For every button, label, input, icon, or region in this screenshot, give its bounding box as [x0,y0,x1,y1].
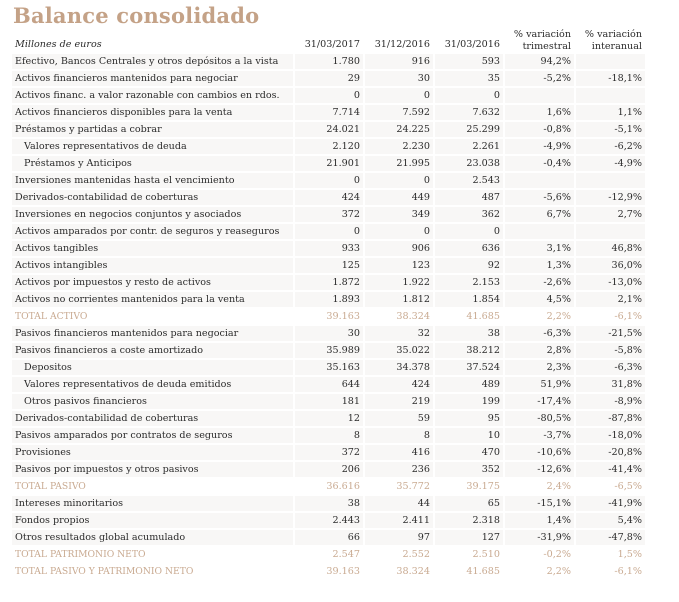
row-label: Activos financieros disponibles para la venta [12,105,293,120]
value-31-12-2016: 424 [365,377,433,392]
value-31-03-2016: 0 [435,224,503,239]
value-31-03-2016: 23.038 [435,156,503,171]
row-label: Activos financieros mantenidos para negociar [12,71,293,86]
value-31-12-2016: 449 [365,190,433,205]
row-label: Activos amparados por contr. de seguros y reaseguros [12,224,293,239]
row-label: Otros pasivos financieros [12,394,293,409]
quarterly-change: -80,5% [505,411,574,426]
yearly-change: -4,9% [576,156,645,171]
yearly-change: -20,8% [576,445,645,460]
value-31-03-2016: 2.261 [435,139,503,154]
value-31-12-2016: 0 [365,88,433,103]
table-row [12,139,645,154]
quarterly-change: -31,9% [505,530,574,545]
table-row [12,207,645,222]
table-row [12,190,645,205]
row-label: TOTAL PASIVO [12,479,293,494]
row-label: Pasivos financieros a coste amortizado [12,343,293,358]
yearly-change [576,54,645,69]
table-row [12,54,645,69]
table-header-row [12,29,645,52]
value-31-12-2016: 0 [365,173,433,188]
quarterly-change: 51,9% [505,377,574,392]
table-row [12,71,645,86]
row-label: Otros resultados global acumulado [12,530,293,545]
column-header-yearly-change [576,29,645,52]
quarterly-change [505,173,574,188]
yearly-change: 2,7% [576,207,645,222]
row-label: Préstamos y partidas a cobrar [12,122,293,137]
value-31-03-2016: 2.543 [435,173,503,188]
table-row [12,445,645,460]
value-31-12-2016: 2.552 [365,547,433,562]
quarterly-change: 4,5% [505,292,574,307]
value-31-03-2016: 38 [435,326,503,341]
value-31-12-2016: 123 [365,258,433,273]
yearly-change: 31,8% [576,377,645,392]
yearly-change: -47,8% [576,530,645,545]
quarterly-change: 1,4% [505,513,574,528]
table-row [12,326,645,341]
value-31-12-2016: 2.230 [365,139,433,154]
quarterly-change: 6,7% [505,207,574,222]
yearly-change: 36,0% [576,258,645,273]
row-label: Valores representativos de deuda emitidos [12,377,293,392]
value-31-03-2017: 30 [295,326,363,341]
row-label: Activos no corrientes mantenidos para la venta [12,292,293,307]
yearly-change: 1,5% [576,547,645,562]
value-31-03-2017: 0 [295,224,363,239]
value-31-03-2016: 352 [435,462,503,477]
value-31-03-2016: 92 [435,258,503,273]
yearly-change: -6,2% [576,139,645,154]
yearly-change: -5,1% [576,122,645,137]
quarterly-change: 2,2% [505,564,574,579]
table-row [12,173,645,188]
quarterly-change: -5,6% [505,190,574,205]
value-31-03-2017: 24.021 [295,122,363,137]
quarterly-change: 94,2% [505,54,574,69]
table-row [12,343,645,358]
total-row [12,564,645,579]
value-31-03-2016: 0 [435,88,503,103]
yearly-change: -5,8% [576,343,645,358]
value-31-12-2016: 44 [365,496,433,511]
page-title: Balance consolidado [13,3,260,28]
yearly-change [576,88,645,103]
quarterly-change: -5,2% [505,71,574,86]
yearly-change: -6,5% [576,479,645,494]
quarterly-change [505,88,574,103]
value-31-12-2016: 32 [365,326,433,341]
value-31-03-2017: 21.901 [295,156,363,171]
quarterly-change: -2,6% [505,275,574,290]
value-31-03-2017: 66 [295,530,363,545]
table-row [12,428,645,443]
row-label: Provisiones [12,445,293,460]
value-31-03-2017: 35.163 [295,360,363,375]
value-31-03-2016: 127 [435,530,503,545]
header-line: % variación [584,29,642,40]
value-31-03-2016: 1.854 [435,292,503,307]
value-31-03-2017: 39.163 [295,564,363,579]
value-31-03-2017: 1.780 [295,54,363,69]
value-31-03-2017: 424 [295,190,363,205]
value-31-12-2016: 30 [365,71,433,86]
quarterly-change: 2,2% [505,309,574,324]
table-row [12,122,645,137]
row-label: Fondos propios [12,513,293,528]
quarterly-change: 2,4% [505,479,574,494]
value-31-03-2017: 372 [295,207,363,222]
value-31-03-2017: 206 [295,462,363,477]
quarterly-change: -0,8% [505,122,574,137]
quarterly-change: -0,4% [505,156,574,171]
units-label: Millones de euros [15,39,102,50]
quarterly-change: -10,6% [505,445,574,460]
value-31-12-2016: 916 [365,54,433,69]
balance-table [10,27,647,581]
table-row [12,513,645,528]
yearly-change: -18,0% [576,428,645,443]
value-31-03-2016: 41.685 [435,309,503,324]
row-label: Préstamos y Anticipos [12,156,293,171]
row-label: TOTAL ACTIVO [12,309,293,324]
column-header-31-03-2016: 31/03/2016 [444,39,500,50]
value-31-03-2016: 39.175 [435,479,503,494]
value-31-12-2016: 38.324 [365,564,433,579]
value-31-03-2017: 2.443 [295,513,363,528]
value-31-03-2017: 1.893 [295,292,363,307]
value-31-03-2016: 35 [435,71,503,86]
row-label: Pasivos financieros mantenidos para negociar [12,326,293,341]
yearly-change [576,173,645,188]
header-line: trimestral [522,40,571,52]
quarterly-change: -0,2% [505,547,574,562]
table-row [12,462,645,477]
value-31-03-2017: 0 [295,173,363,188]
yearly-change: 2,1% [576,292,645,307]
table-row [12,530,645,545]
value-31-12-2016: 906 [365,241,433,256]
table-row [12,360,645,375]
table-row [12,394,645,409]
yearly-change [576,224,645,239]
value-31-03-2016: 65 [435,496,503,511]
value-31-12-2016: 35.772 [365,479,433,494]
value-31-03-2017: 39.163 [295,309,363,324]
value-31-03-2017: 7.714 [295,105,363,120]
table-row [12,224,645,239]
value-31-12-2016: 24.225 [365,122,433,137]
table-row [12,496,645,511]
row-label: Efectivo, Bancos Centrales y otros depósitos a la vista [12,54,293,69]
yearly-change: 46,8% [576,241,645,256]
value-31-03-2016: 7.632 [435,105,503,120]
row-label: Valores representativos de deuda [12,139,293,154]
yearly-change: 1,1% [576,105,645,120]
quarterly-change: -12,6% [505,462,574,477]
value-31-03-2017: 38 [295,496,363,511]
value-31-12-2016: 0 [365,224,433,239]
yearly-change: -6,3% [576,360,645,375]
column-header-31-12-2016: 31/12/2016 [374,39,430,50]
value-31-03-2017: 0 [295,88,363,103]
value-31-12-2016: 1.812 [365,292,433,307]
table-row [12,292,645,307]
quarterly-change: -3,7% [505,428,574,443]
value-31-03-2017: 35.989 [295,343,363,358]
value-31-03-2016: 199 [435,394,503,409]
value-31-12-2016: 2.411 [365,513,433,528]
value-31-03-2017: 12 [295,411,363,426]
yearly-change: -8,9% [576,394,645,409]
value-31-03-2017: 1.872 [295,275,363,290]
row-label: Intereses minoritarios [12,496,293,511]
yearly-change: 5,4% [576,513,645,528]
row-label: Derivados-contabilidad de coberturas [12,411,293,426]
total-row [12,309,645,324]
table-row [12,411,645,426]
row-label: Activos tangibles [12,241,293,256]
row-label: Pasivos por impuestos y otros pasivos [12,462,293,477]
total-row [12,479,645,494]
yearly-change: -41,9% [576,496,645,511]
value-31-03-2016: 95 [435,411,503,426]
value-31-03-2016: 487 [435,190,503,205]
value-31-03-2016: 37.524 [435,360,503,375]
value-31-12-2016: 219 [365,394,433,409]
value-31-03-2016: 25.299 [435,122,503,137]
value-31-03-2016: 2.510 [435,547,503,562]
yearly-change: -12,9% [576,190,645,205]
table-row [12,377,645,392]
row-label: Inversiones mantenidas hasta el vencimiento [12,173,293,188]
value-31-12-2016: 349 [365,207,433,222]
yearly-change: -6,1% [576,309,645,324]
value-31-03-2017: 125 [295,258,363,273]
value-31-03-2016: 489 [435,377,503,392]
row-label: TOTAL PASIVO Y PATRIMONIO NETO [12,564,293,579]
value-31-03-2017: 933 [295,241,363,256]
quarterly-change: -4,9% [505,139,574,154]
row-label: Activos intangibles [12,258,293,273]
yearly-change: -6,1% [576,564,645,579]
table-row [12,275,645,290]
total-row [12,547,645,562]
yearly-change: -18,1% [576,71,645,86]
header-line: % variación [513,29,571,40]
table-row [12,88,645,103]
value-31-03-2017: 181 [295,394,363,409]
value-31-03-2016: 636 [435,241,503,256]
value-31-03-2016: 470 [435,445,503,460]
row-label: Activos financ. a valor razonable con cambios en rdos. [12,88,293,103]
table-row [12,241,645,256]
quarterly-change: -15,1% [505,496,574,511]
row-label: Inversiones en negocios conjuntos y asociados [12,207,293,222]
value-31-12-2016: 35.022 [365,343,433,358]
yearly-change: -21,5% [576,326,645,341]
row-label: Pasivos amparados por contratos de seguros [12,428,293,443]
table-row [12,258,645,273]
table-row [12,105,645,120]
quarterly-change: -17,4% [505,394,574,409]
value-31-03-2017: 2.120 [295,139,363,154]
table-row [12,156,645,171]
column-header-31-03-2017: 31/03/2017 [304,39,360,50]
value-31-12-2016: 8 [365,428,433,443]
value-31-03-2016: 362 [435,207,503,222]
value-31-12-2016: 21.995 [365,156,433,171]
value-31-03-2017: 644 [295,377,363,392]
value-31-12-2016: 1.922 [365,275,433,290]
value-31-03-2016: 10 [435,428,503,443]
value-31-12-2016: 236 [365,462,433,477]
quarterly-change: 3,1% [505,241,574,256]
value-31-12-2016: 38.324 [365,309,433,324]
quarterly-change: 1,6% [505,105,574,120]
value-31-03-2017: 36.616 [295,479,363,494]
value-31-12-2016: 59 [365,411,433,426]
yearly-change: -41,4% [576,462,645,477]
quarterly-change: 2,3% [505,360,574,375]
quarterly-change: 1,3% [505,258,574,273]
value-31-03-2017: 372 [295,445,363,460]
value-31-03-2016: 2.318 [435,513,503,528]
value-31-03-2016: 2.153 [435,275,503,290]
row-label: TOTAL PATRIMONIO NETO [12,547,293,562]
value-31-03-2017: 29 [295,71,363,86]
table-body [12,54,645,579]
value-31-12-2016: 7.592 [365,105,433,120]
column-header-quarterly-change [505,29,574,52]
yearly-change: -13,0% [576,275,645,290]
value-31-03-2017: 2.547 [295,547,363,562]
value-31-12-2016: 34.378 [365,360,433,375]
quarterly-change: -6,3% [505,326,574,341]
value-31-12-2016: 97 [365,530,433,545]
value-31-03-2016: 38.212 [435,343,503,358]
header-line: interanual [591,40,642,52]
value-31-03-2016: 41.685 [435,564,503,579]
quarterly-change: 2,8% [505,343,574,358]
value-31-03-2017: 8 [295,428,363,443]
yearly-change: -87,8% [576,411,645,426]
row-label: Derivados-contabilidad de coberturas [12,190,293,205]
row-label: Activos por impuestos y resto de activos [12,275,293,290]
quarterly-change [505,224,574,239]
value-31-12-2016: 416 [365,445,433,460]
value-31-03-2016: 593 [435,54,503,69]
row-label: Depositos [12,360,293,375]
